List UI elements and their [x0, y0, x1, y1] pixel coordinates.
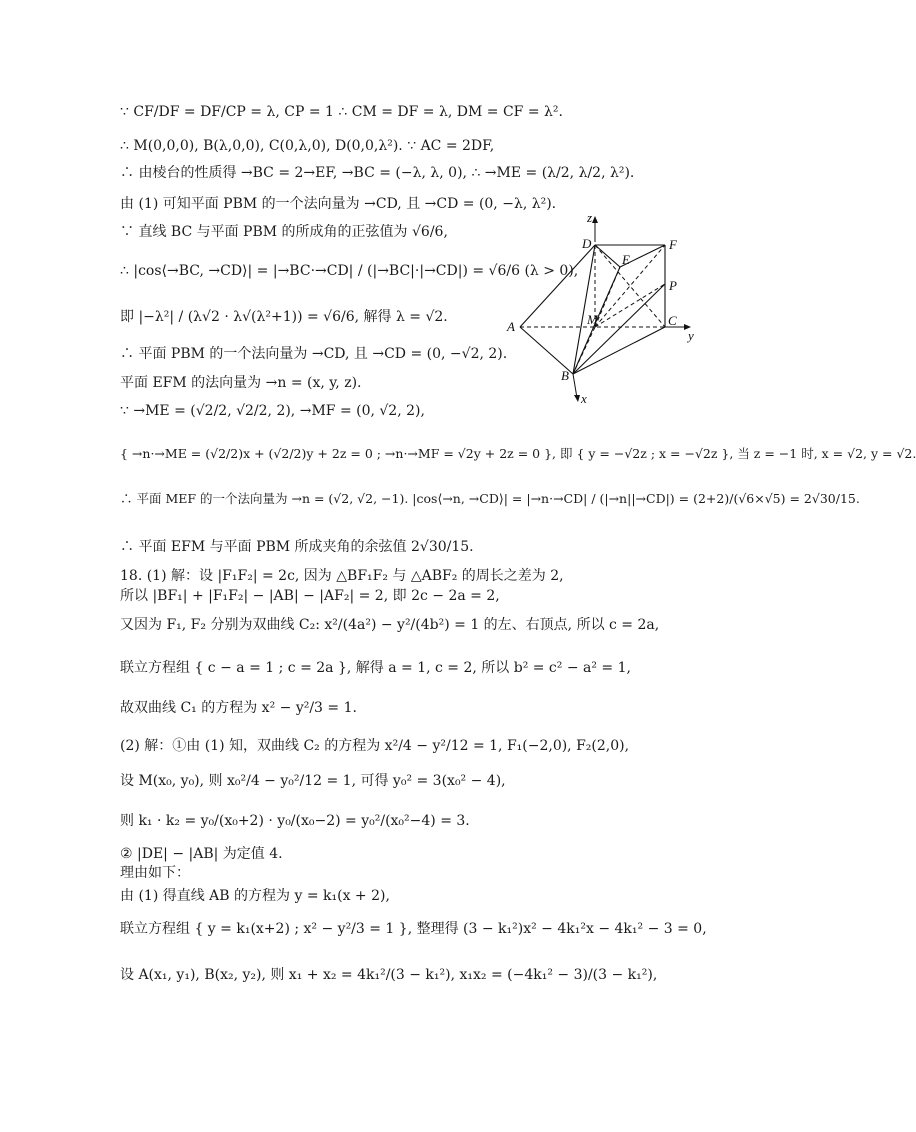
edge-MP [595, 284, 665, 327]
solution-line: ∴ 由棱台的性质得 →BC = 2→EF, →BC = (−λ, λ, 0), ∴ →ME = (λ/2, λ/2, λ²). [120, 165, 635, 181]
edge-DA [520, 245, 595, 327]
solution-line: 联立方程组 { y = k₁(x+2) ; x² − y²/3 = 1 }, 整理得 (3 − k₁²)x² − 4k₁²x − 4k₁² − 3 = 0, [120, 921, 707, 937]
solution-line: 又因为 F₁, F₂ 分别为双曲线 C₂: x²/(4a²) − y²/(4b²) = 1 的左、右顶点, 所以 c = 2a, [120, 617, 660, 633]
solution-line: ∴ M(0,0,0), B(λ,0,0), C(0,λ,0), D(0,0,λ²). ∵ AC = 2DF, [120, 138, 495, 154]
solution-line: 设 M(x₀, y₀), 则 x₀²/4 − y₀²/12 = 1, 可得 y₀² = 3(x₀² − 4), [120, 773, 506, 789]
solution-line: 设 A(x₁, y₁), B(x₂, y₂), 则 x₁ + x₂ = 4k₁²/(3 − k₁²), x₁x₂ = (−4k₁² − 3)/(3 − k₁²), [120, 967, 658, 983]
solution-line: 理由如下： [120, 865, 190, 881]
solution-line: ∵ 直线 BC 与平面 PBM 的所成角的正弦值为 √6/6, [120, 224, 448, 240]
label-F: F [669, 237, 677, 252]
solution-line: 由 (1) 可知平面 PBM 的一个法向量为 →CD, 且 →CD = (0, −λ, λ²). [120, 196, 557, 212]
solution-line: 平面 EFM 的法向量为 →n = (x, y, z). [120, 375, 362, 391]
solution-line: ∴ 平面 EFM 与平面 PBM 所成夹角的余弦值 2√30/15. [120, 539, 474, 555]
label-y: y [688, 328, 694, 343]
solution-line: ∴ |cos⟨→BC, →CD⟩| = |→BC·→CD| / (|→BC|·|→CD|) = √6/6 (λ > 0), [120, 263, 579, 279]
solution-line: ∴ 平面 PBM 的一个法向量为 →CD, 且 →CD = (0, −√2, 2). [120, 346, 508, 362]
solution-line: { →n·→ME = (√2/2)x + (√2/2)y + 2z = 0 ; →n·→MF = √2y + 2z = 0 }, 即 { y = −√2z ; x = −√2z }, 当 z = −1 时, x = √2, y = √2. [120, 446, 916, 461]
solution-line: ∴ 平面 MEF 的一个法向量为 →n = (√2, √2, −1). |cos⟨→n, →CD⟩| = |→n·→CD| / (|→n||→CD|) = (2+2)/(√6×√5) = 2√30/15. [120, 491, 860, 506]
label-C: C [668, 313, 677, 328]
solution-line: 即 |−λ²| / (λ√2 · λ√(λ²+1)) = √6/6, 解得 λ = √2. [120, 309, 448, 325]
x-axis-arrow [574, 395, 580, 402]
solution-line: 故双曲线 C₁ 的方程为 x² − y²/3 = 1. [120, 700, 357, 716]
solution-line: 所以 |BF₁| + |F₁F₂| − |AB| − |AF₂| = 2, 即 2c − 2a = 2, [120, 588, 500, 604]
label-A: A [507, 319, 515, 334]
label-B: B [561, 368, 569, 383]
solution-line: 由 (1) 得直线 AB 的方程为 y = k₁(x + 2), [120, 888, 390, 904]
solution-line: 则 k₁ · k₂ = y₀/(x₀+2) · y₀/(x₀−2) = y₀²/(x₀²−4) = 3. [120, 813, 470, 829]
z-axis-arrow [592, 216, 598, 223]
edge-DB [573, 245, 595, 374]
edge-BP [573, 284, 665, 374]
solution-line: ∵ →ME = (√2/2, √2/2, 2), →MF = (0, √2, 2), [120, 403, 425, 419]
label-M: M [587, 312, 598, 327]
problem-18-heading: 18. (1) 解：设 |F₁F₂| = 2c, 因为 △BF₁F₂ 与 △ABF₂ 的周长之差为 2, [120, 568, 564, 584]
x-axis [573, 374, 577, 398]
label-D: D [582, 236, 592, 251]
geometry-figure [505, 212, 710, 407]
label-P: P [669, 278, 677, 293]
edge-BC [573, 327, 665, 374]
solution-line: ② |DE| − |AB| 为定值 4. [120, 846, 283, 862]
solution-line: (2) 解：①由 (1) 知，双曲线 C₂ 的方程为 x²/4 − y²/12 = 1, F₁(−2,0), F₂(2,0), [120, 738, 630, 754]
solution-line: 联立方程组 { c − a = 1 ; c = 2a }, 解得 a = 1, c = 2, 所以 b² = c² − a² = 1, [120, 660, 631, 676]
label-E: E [622, 252, 630, 267]
edge-AB [520, 327, 573, 374]
solution-line: ∵ CF/DF = DF/CP = λ, CP = 1 ∴ CM = DF = λ, DM = CF = λ². [120, 104, 563, 120]
edge-DE [595, 245, 620, 267]
label-z: z [587, 210, 593, 225]
label-x: x [581, 391, 587, 406]
frustum-diagram [505, 212, 710, 407]
edge-MB [573, 327, 595, 374]
